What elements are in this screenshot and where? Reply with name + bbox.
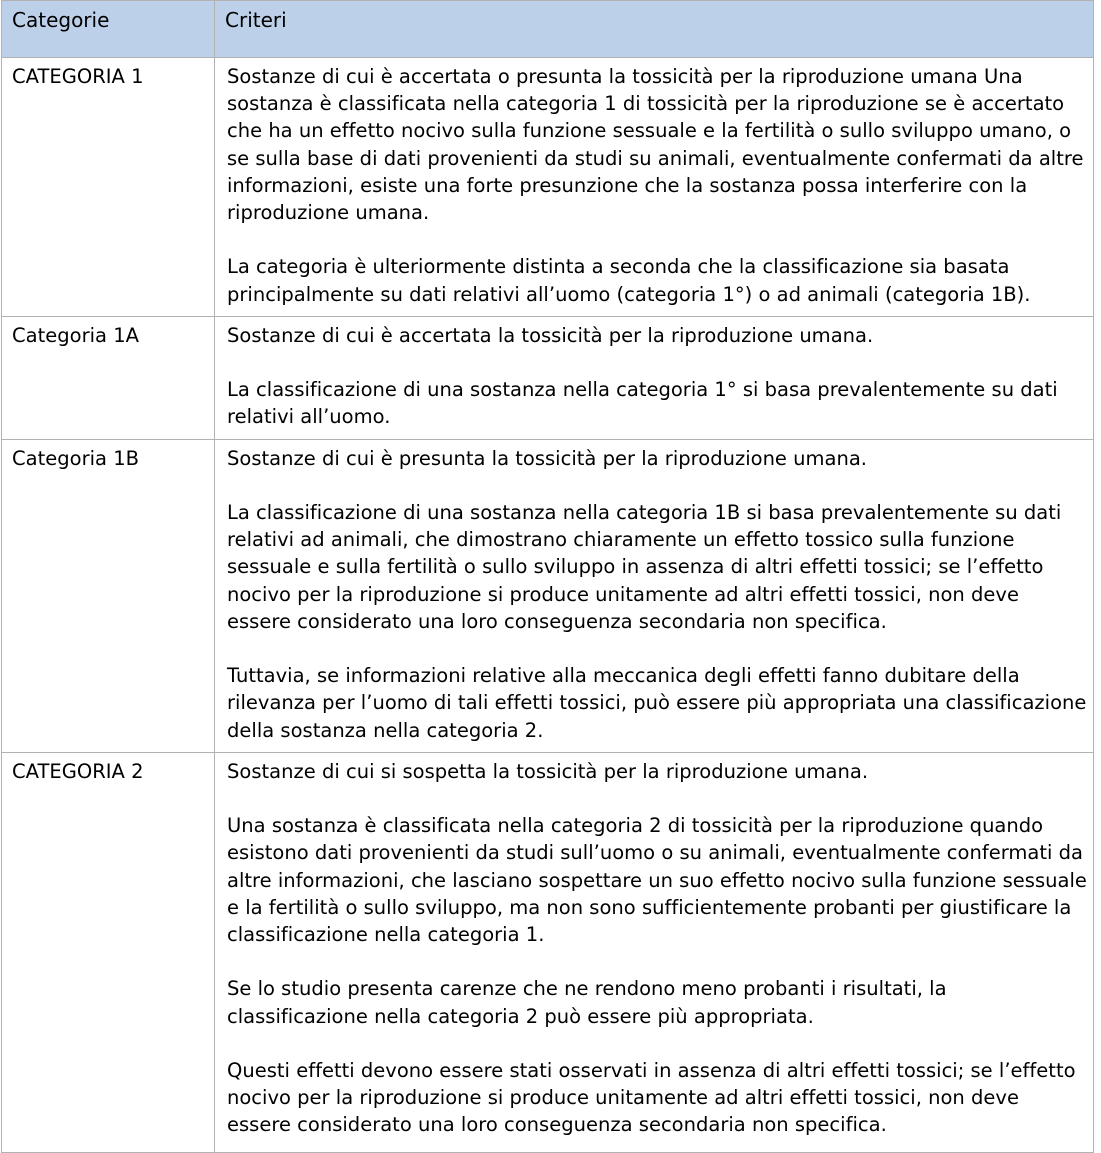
category-cell [2,752,215,1152]
column-header-categorie [2,1,215,58]
table-row [2,439,1094,752]
criteria-content [215,753,1093,1147]
category-cell [2,439,215,752]
criteria-paragraph: Questi effetti devono essere stati osservati in assenza di altri effetti tossici; se l’effetto nocivo per la riproduzione si produce unitamente ad altri effetti tossici, non deve essere considerato una loro conseguenza secondaria non specifica. [227,1059,1076,1137]
criteria-cell [215,316,1094,439]
table-header [2,1,1094,58]
criteria-paragraph: Una sostanza è classificata nella categoria 2 di tossicità per la riproduzione quando esistono dati provenienti da studi sull’uomo o su animali, eventualmente confermati da altre informazioni, che lasciano sospettare un suo effetto nocivo sulla funzione sessuale e la fertilità o sullo sviluppo, ma non sono sufficientemente probanti per giustificare la classificazione nella categoria 1. [227,814,1087,947]
column-header-categorie-label: Categorie [12,8,110,32]
criteria-paragraph: La categoria è ulteriormente distinta a seconda che la classificazione sia basata principalmente su dati relativi all’uomo (categoria 1°) o ad animali (categoria 1B). [227,255,1031,306]
column-header-criteri-label: Criteri [225,8,287,32]
table-body [2,58,1094,1153]
table-row [2,58,1094,317]
category-label: Categoria 1B [12,446,140,470]
criteria-content [215,440,1093,752]
criteria-paragraph: Sostanze di cui è presunta la tossicità per la riproduzione umana. [227,446,868,470]
criteria-paragraph: Sostanze di cui è accertata la tossicità per la riproduzione umana. [227,323,874,347]
table-row [2,316,1094,439]
category-label: Categoria 1A [12,323,139,347]
criteria-content [215,58,1093,316]
criteria-paragraph: Tuttavia, se informazioni relative alla meccanica degli effetti fanno dubitare della rilevanza per l’uomo di tali effetti tossici, può essere più appropriata una classificazione della sostanza nella categoria 2. [227,664,1087,742]
criteria-paragraph: La classificazione di una sostanza nella categoria 1B si basa prevalentemente su dati relativi ad animali, che dimostrano chiaramente un effetto tossico sulla funzione sessuale e sulla fertilità o sullo sviluppo in assenza di altri effetti tossici; se l’effetto nocivo per la riproduzione si produce unitamente ad altri effetti tossici, non deve essere considerato una loro conseguenza secondaria non specifica. [227,501,1062,633]
category-cell [2,58,215,317]
criteria-paragraph: La classificazione di una sostanza nella categoria 1° si basa prevalentemente su dati relativi all’uomo. [227,378,1058,429]
criteria-paragraph: Sostanze di cui è accertata o presunta la tossicità per la riproduzione umana Una sostanza è classificata nella categoria 1 di tossicità per la riproduzione se è accertato che ha un effetto nocivo sulla funzione sessuale e la fertilità o sullo sviluppo umano, o se sulla base di dati provenienti da studi su animali, eventualmente confermati da altre informazioni, esiste una forte presunzione che la sostanza possa interferire con la riproduzione umana. [227,65,1084,225]
table-header-row [2,1,1094,58]
column-header-criteri [215,1,1094,58]
category-cell [2,316,215,439]
criteria-paragraph: Se lo studio presenta carenze che ne rendono meno probanti i risultati, la classificazione nella categoria 2 può essere più appropriata. [227,977,947,1028]
classification-criteria-table [1,0,1094,1153]
criteria-cell [215,752,1094,1152]
criteria-content [215,317,1093,439]
category-label: CATEGORIA 2 [12,759,144,783]
table-row [2,752,1094,1152]
criteria-paragraph: Sostanze di cui si sospetta la tossicità per la riproduzione umana. [227,759,869,783]
category-label: CATEGORIA 1 [12,65,144,88]
criteria-cell [215,439,1094,752]
criteria-cell [215,58,1094,317]
